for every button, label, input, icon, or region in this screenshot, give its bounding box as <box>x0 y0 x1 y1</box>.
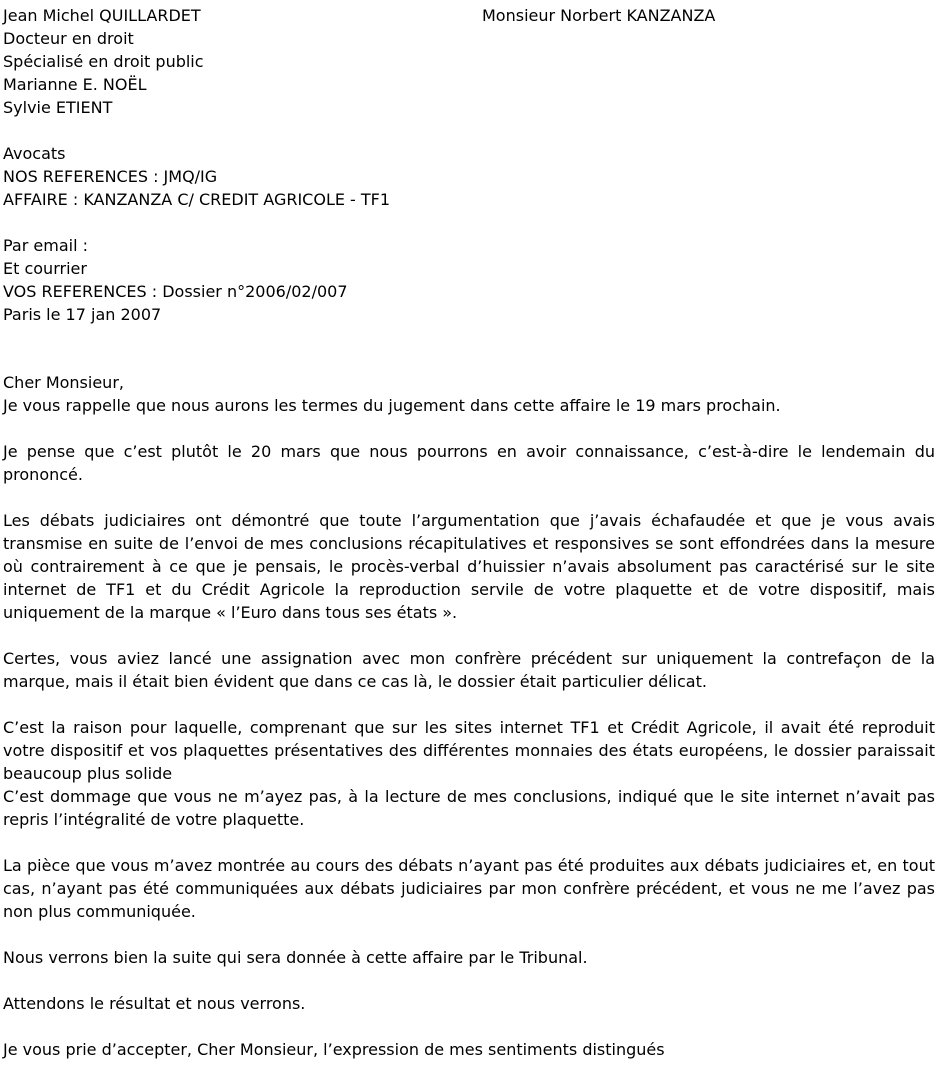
our-references: NOS REFERENCES : JMQ/IG <box>3 167 218 186</box>
spacer <box>3 831 935 854</box>
spacer <box>3 417 935 440</box>
sender-block <box>3 4 463 326</box>
body-paragraph: Les débats judiciaires ont démontré que toute l’argumentation que j’avais échafaudée et que je vous avais transmise en suite de l’envoi de mes conclusions récapitulatives et responsives se sont effondrées dans la mesure où contrairement à ce que je pensais, le procès-verbal d’huissier n’avais absolument pas caractérisé sur le site internet de TF1 et du Crédit Agricole la reproduction servile de votre plaquette et de votre dispositif, mais uniquement de la marque « l’Euro dans tous ses états ». <box>3 511 935 622</box>
sender-title: Docteur en droit <box>3 29 134 48</box>
body-paragraph: Je vous rappelle que nous aurons les termes du jugement dans cette affaire le 19 mars prochain. <box>3 396 781 415</box>
recipient-block <box>482 4 715 27</box>
body-paragraph: Attendons le résultat et nous verrons. <box>3 994 306 1013</box>
body-paragraph: La pièce que vous m’avez montrée au cours des débats n’ayant pas été produites aux débats judiciaires et, en tout cas, n’ayant pas été communiquées aux débats judiciaires par mon confrère précédent, et vous ne me l’avez pas non plus communiquée. <box>3 856 935 921</box>
letter-header <box>3 4 943 334</box>
associate-name: Sylvie ETIENT <box>3 98 113 117</box>
firm-type: Avocats <box>3 144 66 163</box>
spacer <box>3 486 935 509</box>
delivery-method: Et courrier <box>3 259 87 278</box>
case-reference: AFFAIRE : KANZANZA C/ CREDIT AGRICOLE - TF1 <box>3 190 391 209</box>
spacer <box>3 624 935 647</box>
spacer <box>3 923 935 946</box>
your-references: VOS REFERENCES : Dossier n°2006/02/007 <box>3 282 348 301</box>
spacer <box>3 693 935 716</box>
body-paragraph: Je pense que c’est plutôt le 20 mars que nous pourrons en avoir connaissance, c’est-à-dire le lendemain du prononcé. <box>3 442 935 484</box>
associate-name: Marianne E. NOËL <box>3 75 147 94</box>
delivery-method: Par email : <box>3 236 88 255</box>
body-paragraph: Certes, vous aviez lancé une assignation avec mon confrère précédent sur uniquement la contrefaçon de la marque, mais il était bien évident que dans ce cas là, le dossier était particulier délicat. <box>3 649 935 691</box>
letter-date: Paris le 17 jan 2007 <box>3 305 162 324</box>
spacer <box>3 211 463 234</box>
body-paragraph: Nous verrons bien la suite qui sera donnée à cette affaire par le Tribunal. <box>3 948 588 967</box>
letter-body <box>3 371 935 1061</box>
body-paragraph: C’est dommage que vous ne m’ayez pas, à la lecture de mes conclusions, indiqué que le site internet n’avait pas repris l’intégralité de votre plaquette. <box>3 787 935 829</box>
closing: Je vous prie d’accepter, Cher Monsieur, l’expression de mes sentiments distingués <box>3 1040 665 1059</box>
salutation: Cher Monsieur, <box>3 373 124 392</box>
spacer <box>3 1015 935 1038</box>
spacer <box>3 119 463 142</box>
recipient-name: Monsieur Norbert KANZANZA <box>482 6 716 25</box>
sender-specialty: Spécialisé en droit public <box>3 52 204 71</box>
spacer <box>3 969 935 992</box>
body-paragraph: C’est la raison pour laquelle, comprenant que sur les sites internet TF1 et Crédit Agricole, il avait été reproduit votre dispositif et vos plaquettes présentatives des différentes monnaies des états européens, le dossier paraissait beaucoup plus solide <box>3 718 935 783</box>
sender-name: Jean Michel QUILLARDET <box>3 6 201 25</box>
